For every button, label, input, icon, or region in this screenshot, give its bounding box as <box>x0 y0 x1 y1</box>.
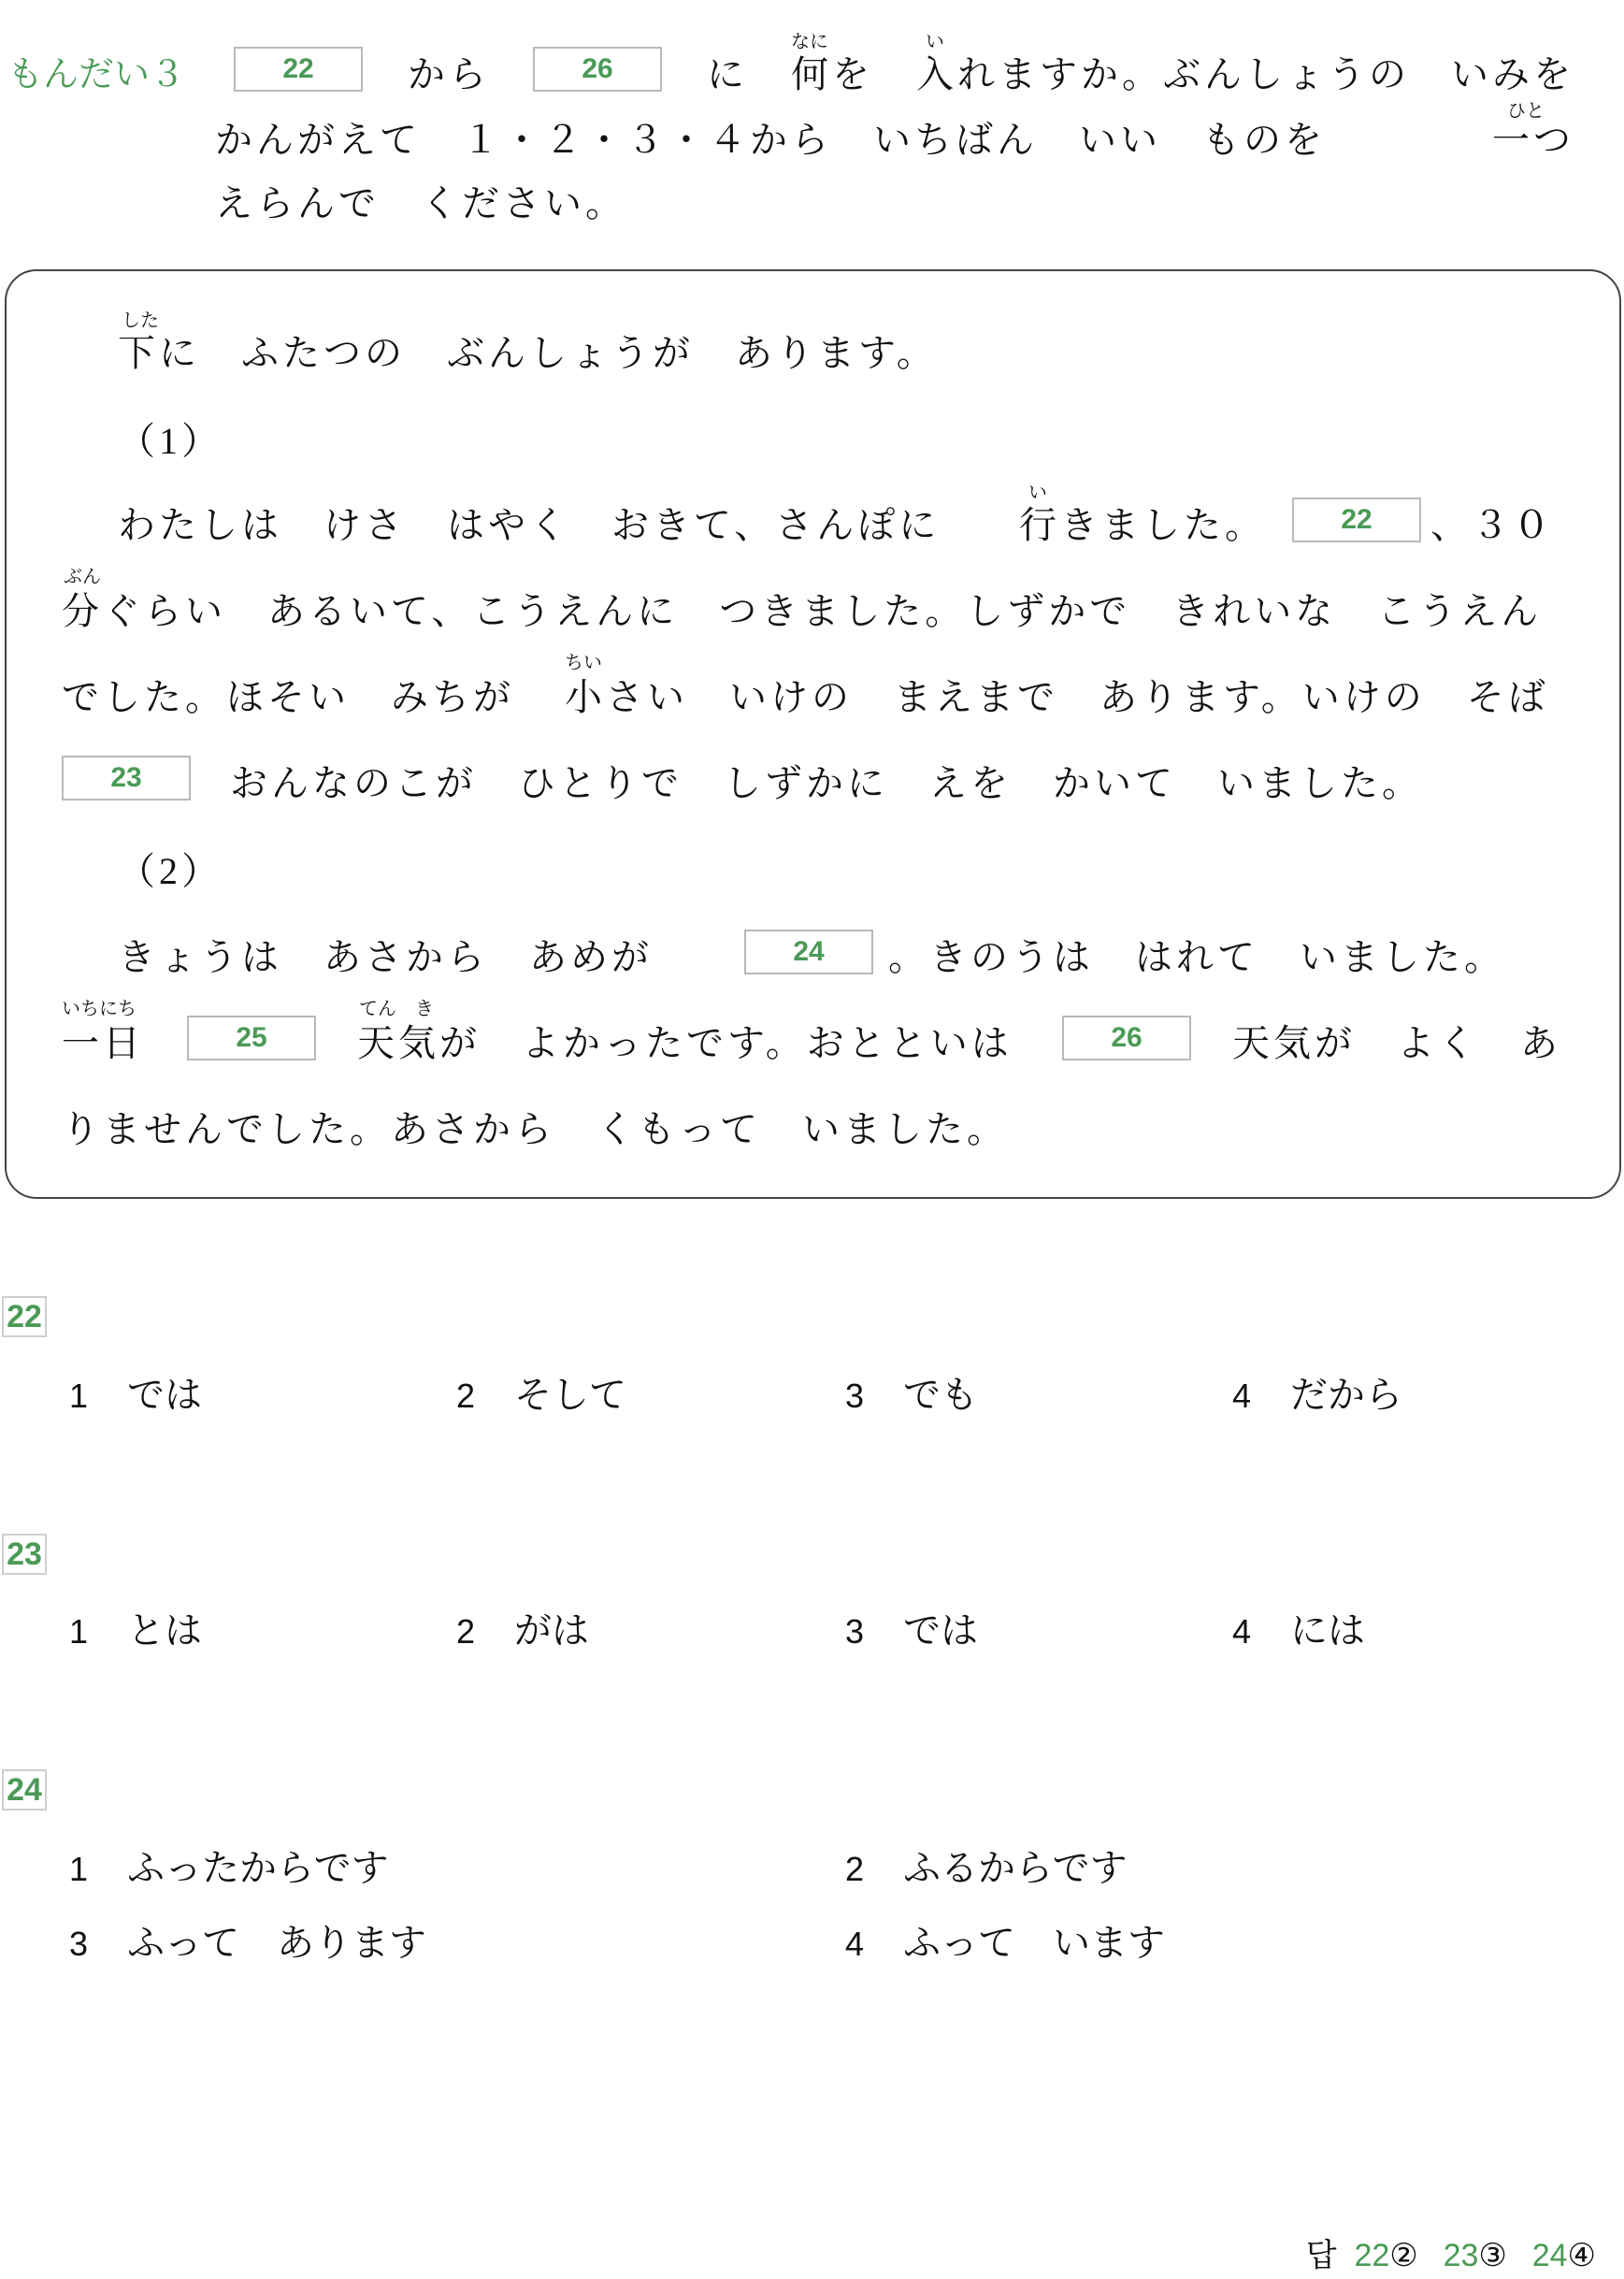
header-ni: に <box>707 53 748 96</box>
blank-box-to: 26 <box>533 47 662 92</box>
q23-option-2[interactable]: 2 がは <box>456 1609 589 1652</box>
q22-option-3[interactable]: 3 でも <box>845 1374 978 1417</box>
q23-option-3[interactable]: 3 では <box>845 1609 978 1652</box>
p1-line3b: 小さい いけの まえまで あります。いけの そば <box>565 676 1549 719</box>
q22-option-1[interactable]: 1 では <box>69 1374 202 1417</box>
q24-option-4[interactable]: 4 ふって います <box>845 1922 1165 1965</box>
p1-line4: おんなのこが ひとりで しずかに えを かいて いました。 <box>230 762 1423 805</box>
p2-line2a: 一日 <box>62 1022 144 1065</box>
p1-line1b: 行きました。 <box>1019 504 1266 547</box>
answer-num-22: 22 <box>1354 2238 1390 2273</box>
p1-line1a: わたしは けさ はやく おきて、さんぽに <box>118 504 941 547</box>
answer-key <box>1306 2229 1596 2275</box>
answer-mark-23: ③ <box>1478 2237 1507 2274</box>
answer-mark-22: ② <box>1389 2237 1418 2274</box>
question-number-23: 23 <box>2 1534 47 1575</box>
question-number-24: 24 <box>2 1769 47 1810</box>
q24-option-3[interactable]: 3 ふって あります <box>69 1922 426 1965</box>
ruby-hitotsu: ひと <box>1507 99 1545 122</box>
blank-box-from: 22 <box>234 47 363 92</box>
answer-mark-24: ④ <box>1567 2237 1596 2274</box>
blank-box-24: 24 <box>744 930 873 974</box>
p1-line3a: でした。ほそい みちが <box>62 676 514 719</box>
q24-option-1[interactable]: 1 ふったからです <box>69 1847 389 1890</box>
header-ire: 入れますか。ぶんしょうの いみを <box>916 53 1574 96</box>
p1-line2: 分ぐらい あるいて、こうえんに つきました。しずかで きれいな こうえん <box>62 590 1543 633</box>
blank-box-25: 25 <box>187 1016 316 1060</box>
header-line2: かんがえて １・２・３・４から いちばん いい ものを <box>215 119 1326 162</box>
header-hitotsu: 一つ <box>1492 119 1574 162</box>
q22-option-4[interactable]: 4 だから <box>1232 1374 1402 1417</box>
p2-line2c: 天気が よく あ <box>1232 1022 1561 1065</box>
answer-num-23: 23 <box>1443 2238 1479 2273</box>
ruby-bun: ぶん <box>64 565 101 587</box>
p2-line3: りませんでした。あさから くもって いました。 <box>62 1108 1008 1151</box>
passage-label-2: （2） <box>118 850 223 892</box>
problem-title: もんだい３ <box>7 53 186 94</box>
p1-line1c: 、３０ <box>1430 504 1554 547</box>
header-line3: えらんで ください。 <box>215 182 626 225</box>
blank-box-26: 26 <box>1062 1016 1191 1060</box>
ruby-iki: い <box>1028 481 1047 503</box>
passage-label-1: （1） <box>118 420 223 462</box>
q24-option-2[interactable]: 2 ふるからです <box>845 1847 1128 1890</box>
answer-num-24: 24 <box>1531 2238 1568 2273</box>
ruby-nani: なに <box>791 30 828 52</box>
header-nani: 何を <box>791 53 873 96</box>
ruby-chii: ちい <box>565 651 602 673</box>
ruby-tenki: てん き <box>359 997 434 1019</box>
ruby-ichinichi: いちにち <box>62 997 137 1019</box>
passage-intro: 下に ふたつの ぶんしょうが あります。 <box>118 332 938 375</box>
header-kara: から <box>408 53 490 96</box>
ruby-shita: した <box>122 309 159 331</box>
p2-line2b: 天気が よかったです。おとといは <box>357 1022 1013 1065</box>
answer-label: 답 <box>1305 2237 1337 2274</box>
q23-option-4[interactable]: 4 には <box>1232 1609 1365 1652</box>
q22-option-2[interactable]: 2 そして <box>456 1374 626 1417</box>
p2-line1b: 。きのうは はれて いました。 <box>888 936 1505 979</box>
question-number-22: 22 <box>2 1296 47 1337</box>
q23-option-1[interactable]: 1 とは <box>69 1609 202 1652</box>
p2-line1a: きょうは あさから あめが <box>118 936 653 979</box>
blank-box-23: 23 <box>62 756 191 801</box>
blank-box-22: 22 <box>1292 498 1421 542</box>
ruby-ire: い <box>926 30 944 52</box>
